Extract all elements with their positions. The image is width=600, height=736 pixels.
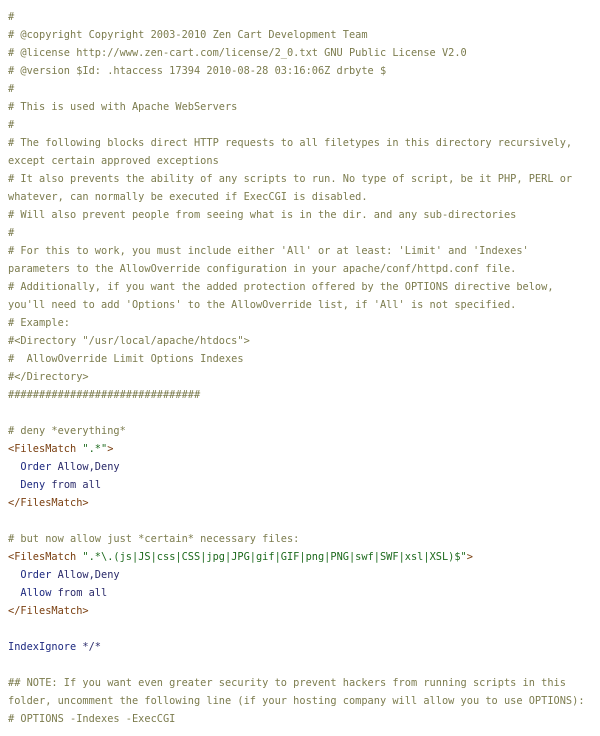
comment-line bbox=[8, 710, 596, 728]
comment-line bbox=[8, 368, 596, 386]
comment-line bbox=[8, 332, 596, 350]
tag-close: > bbox=[107, 443, 114, 455]
tag-pattern-string: ".*\.(js|JS|css|CSS|jpg|JPG|gif|GIF|png|PNG|swf|SWF|xsl|XSL)$" bbox=[82, 551, 467, 563]
comment-text: # bbox=[8, 119, 15, 131]
tag-name: <FilesMatch bbox=[8, 443, 77, 455]
directive-keyword: IndexIgnore bbox=[8, 641, 77, 653]
comment-line bbox=[8, 116, 596, 134]
directive-value: from all bbox=[45, 479, 102, 491]
comment-line bbox=[8, 98, 596, 116]
comment-text: # Will also prevent people from seeing what is in the dir. and any sub-directories bbox=[8, 209, 517, 221]
comment-text: # For this to work, you must include either 'All' or at least: 'Limit' and 'Indexes' parameters to the AllowOverride configuration in your apache/conf/httpd.conf file. bbox=[8, 245, 535, 275]
comment-text: # @license http://www.zen-cart.com/license/2_0.txt GNU Public License V2.0 bbox=[8, 47, 467, 59]
comment-line bbox=[8, 8, 596, 26]
directive-value: */* bbox=[76, 641, 102, 653]
comment-text: ## NOTE: If you want even greater security to prevent hackers from running scripts in this folder, uncomment the following line (if your hosting company will allow you to use OPTIONS): bbox=[8, 677, 585, 707]
htaccess-source-code bbox=[8, 8, 596, 728]
comment-text: # OPTIONS -Indexes -ExecCGI bbox=[8, 713, 176, 725]
directive-value: Allow,Deny bbox=[51, 569, 120, 581]
directive-keyword: Order bbox=[8, 461, 52, 473]
comment-line bbox=[8, 206, 596, 224]
comment-text: # bbox=[8, 11, 15, 23]
comment-text: #<Directory "/usr/local/apache/htdocs"> bbox=[8, 335, 250, 347]
comment-text: # but now allow just *certain* necessary files: bbox=[8, 533, 300, 545]
comment-text: # Additionally, if you want the added protection offered by the OPTIONS directive below, you'll need to add 'Options' to the AllowOverride list, if 'All' is not specified. bbox=[8, 281, 560, 311]
comment-text: #</Directory> bbox=[8, 371, 89, 383]
directive-value: Allow,Deny bbox=[51, 461, 120, 473]
tag-line bbox=[8, 602, 596, 620]
tag-line bbox=[8, 494, 596, 512]
directive-line bbox=[8, 638, 596, 656]
comment-text: # AllowOverride Limit Options Indexes bbox=[8, 353, 244, 365]
directive-line bbox=[8, 584, 596, 602]
tag-name: <FilesMatch bbox=[8, 551, 77, 563]
comment-text: ############################### bbox=[8, 389, 201, 401]
comment-line bbox=[8, 44, 596, 62]
comment-line bbox=[8, 674, 596, 710]
comment-text: # Example: bbox=[8, 317, 70, 329]
comment-line bbox=[8, 314, 596, 332]
comment-line bbox=[8, 242, 596, 278]
comment-text: # It also prevents the ability of any scripts to run. No type of script, be it PHP, PERL or whatever, can normally be executed if ExecCGI is disabled. bbox=[8, 173, 579, 203]
comment-line bbox=[8, 80, 596, 98]
comment-text: # The following blocks direct HTTP requests to all filetypes in this directory recursively, except certain approved exceptions bbox=[8, 137, 579, 167]
tag-name: </FilesMatch> bbox=[8, 605, 89, 617]
blank-line bbox=[8, 656, 596, 674]
comment-line bbox=[8, 530, 596, 548]
comment-line bbox=[8, 422, 596, 440]
directive-keyword: Deny bbox=[8, 479, 46, 491]
directive-keyword: Order bbox=[8, 569, 52, 581]
directive-line bbox=[8, 476, 596, 494]
comment-line bbox=[8, 386, 596, 404]
directive-line bbox=[8, 458, 596, 476]
comment-line bbox=[8, 134, 596, 170]
tag-name: </FilesMatch> bbox=[8, 497, 89, 509]
directive-value: from all bbox=[51, 587, 108, 599]
comment-text: # @version $Id: .htaccess 17394 2010-08-28 03:16:06Z drbyte $ bbox=[8, 65, 387, 77]
comment-line bbox=[8, 62, 596, 80]
comment-text: # bbox=[8, 83, 15, 95]
tag-line bbox=[8, 548, 596, 566]
blank-line bbox=[8, 620, 596, 638]
comment-text: # @copyright Copyright 2003-2010 Zen Cart Development Team bbox=[8, 29, 368, 41]
tag-line bbox=[8, 440, 596, 458]
comment-text: # This is used with Apache WebServers bbox=[8, 101, 238, 113]
blank-line bbox=[8, 512, 596, 530]
comment-text: # deny *everything* bbox=[8, 425, 126, 437]
comment-line bbox=[8, 350, 596, 368]
blank-line bbox=[8, 404, 596, 422]
directive-line bbox=[8, 566, 596, 584]
comment-text: # bbox=[8, 227, 15, 239]
comment-line bbox=[8, 278, 596, 314]
directive-keyword: Allow bbox=[8, 587, 52, 599]
tag-close: > bbox=[466, 551, 473, 563]
comment-line bbox=[8, 26, 596, 44]
tag-pattern-string: ".*" bbox=[82, 443, 108, 455]
comment-line bbox=[8, 170, 596, 206]
comment-line bbox=[8, 224, 596, 242]
